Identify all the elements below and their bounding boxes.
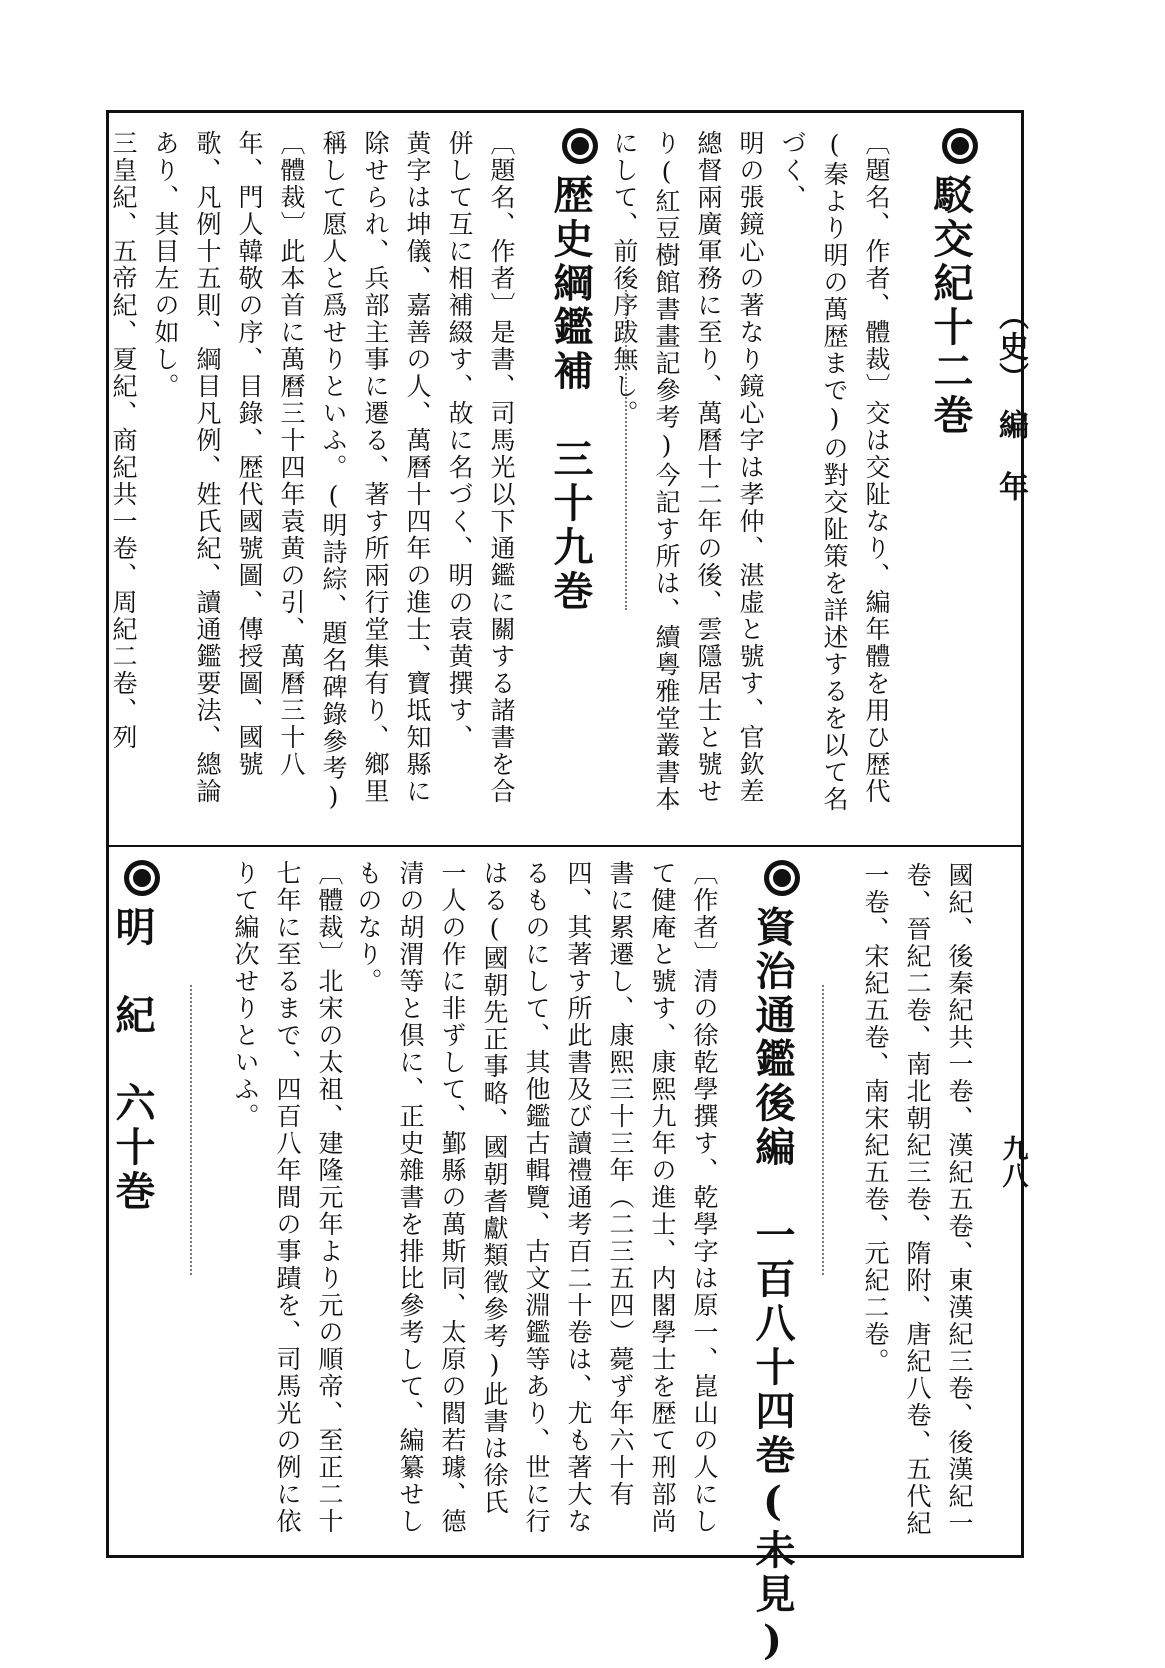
paragraph: 〔題名、作者〕是書、司馬光以下通鑑に關する諸書を合併して互に相補綴す、故に名づく、明の袁黄撰す、 xyxy=(445,130,516,805)
paragraph: 〔體裁〕北宋の太祖、建隆元年より元の順帝、至正二十七年に至るまで、四百八年間の事蹟を、司馬光の例に依りて編次せりといふ。 xyxy=(231,860,344,1535)
section-body-2 xyxy=(109,130,522,830)
bullet-icon xyxy=(124,860,160,896)
wavy-separator xyxy=(625,290,637,610)
section-body-4 xyxy=(220,860,350,1540)
bullet-icon xyxy=(562,128,598,164)
paragraph: 三皇紀、五帝紀、夏紀、商紀共一卷、周紀二卷、列 xyxy=(109,130,138,751)
paragraph: 〔體裁〕此本首に萬曆三十四年袁黄の引、萬曆三十八年、門人韓敬の序、目錄、歴代國號圖、傳授圖、國號歌、凡例十五則、綱目凡例、姓氏紀、讀通鑑要法、總論あり、其目左の如し。 xyxy=(151,130,306,805)
paragraph: 〔題名、作者、體裁〕交は交阯なり、編年體を用ひ歴代(秦より明の萬歴まで)の對交阯策を詳述するを以て名づく、 xyxy=(778,130,891,813)
section-title-4: 明 紀 六十巻 xyxy=(112,860,160,1214)
paragraph: 黄字は坤儀、嘉善の人、萬曆十四年の進士、寶坻知縣に除せられ、兵部主事に遷る、著す所兩行堂集有り、鄉里稱して愿人と爲せりといふ。(明詩綜、題名碑錄參考) xyxy=(319,130,432,813)
section-body-3 xyxy=(354,860,725,1540)
paragraph: 明の張鏡心の著なり鏡心字は孝仲、湛虚と號す、官欽差總督兩廣軍務に至り、萬曆十二年の後、雲隱居士と號せり(紅豆樹館書畫記參考)今記す所は、續粵雅堂叢書本にして、前後序跋無し。 xyxy=(610,130,765,813)
section-title-1: 駁交紀十二巻 xyxy=(930,128,978,438)
wavy-separator xyxy=(822,985,834,1275)
running-head: （史） 編 年 xyxy=(993,300,1028,502)
section-body-1 xyxy=(610,130,897,830)
bullet-icon xyxy=(764,860,800,896)
wavy-separator xyxy=(190,985,202,1275)
section-title-2: 歴史綱鑑補 三十九巻 xyxy=(550,128,598,614)
continuation-text xyxy=(850,862,980,1542)
page-number: 九八 xyxy=(998,1135,1028,1189)
section-divider xyxy=(106,845,1024,847)
section-title-3: 資治通鑑後編 一百八十四巻(未見) xyxy=(752,860,800,1668)
bullet-icon xyxy=(942,128,978,164)
paragraph: 〔作者〕清の徐乾學撰す、乾學字は原一、崑山の人にして健庵と號す、康熙九年の進士、内閣學士を歴て刑部尚書に累遷し、康熙三十三年（二三五四）薨ず年六十有四、其著す所此書及び讀禮通考百二十卷は、尤も著大なるものにして、其他鑑古輯覽、古文淵鑑等あり、世に行はる(國朝先正事略、國朝耆獻類徵參考)此書は徐氏一人の作に非ずして、鄞縣の萬斯同、太原の閻若璩、德清の胡渭等と倶に、正史雜書を排比參考して、編纂せしものなり。 xyxy=(354,860,719,1535)
paragraph: 國紀、後秦紀共一卷、漢紀五卷、東漢紀三卷、後漢紀一卷、晉紀二卷、南北朝紀三卷、隋附、唐紀八卷、五代紀一卷、宋紀五卷、南宋紀五卷、元紀二卷。 xyxy=(861,862,974,1537)
